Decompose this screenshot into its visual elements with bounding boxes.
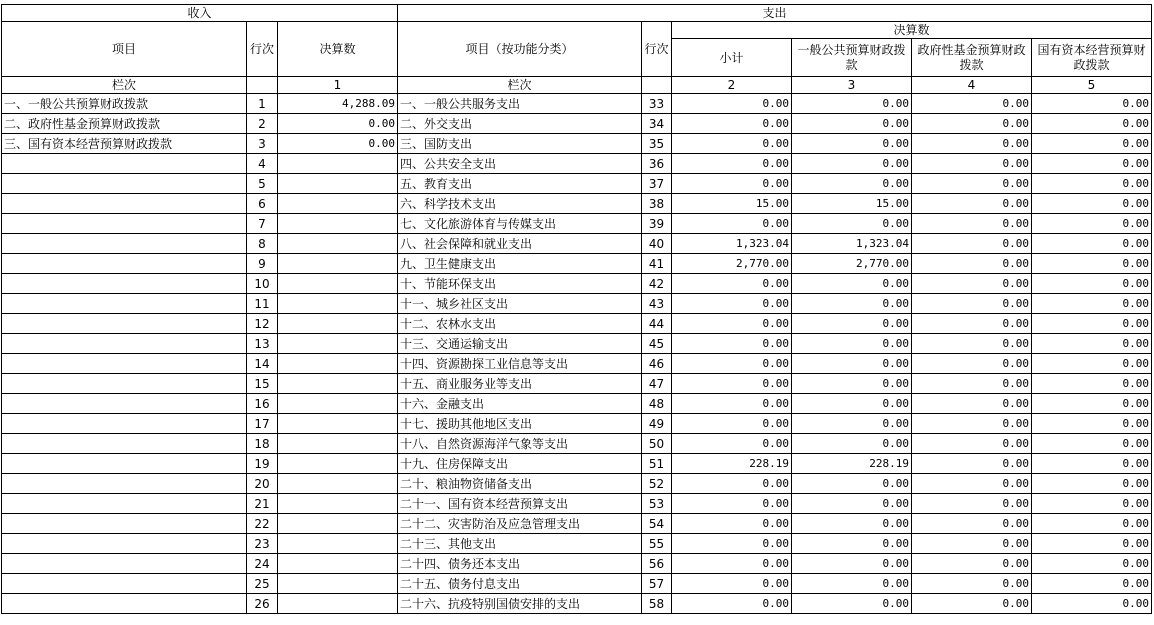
state-capital-cell: 0.00 — [1032, 414, 1152, 434]
table-row — [2, 494, 1152, 514]
state-capital-cell: 0.00 — [1032, 514, 1152, 534]
general-budget-cell: 0.00 — [792, 314, 912, 334]
general-budget-cell: 0.00 — [792, 294, 912, 314]
expense-line-no-cell: 36 — [642, 154, 672, 174]
expense-line-no-cell: 42 — [642, 274, 672, 294]
income-line-no-cell: 6 — [247, 194, 278, 214]
general-budget-cell: 0.00 — [792, 434, 912, 454]
income-item-cell — [2, 494, 247, 514]
fund-budget-cell: 0.00 — [912, 494, 1032, 514]
table-row — [2, 274, 1152, 294]
subtotal-cell: 0.00 — [672, 434, 792, 454]
income-item-cell — [2, 414, 247, 434]
table-row — [2, 114, 1152, 134]
income-amount-cell: 0.00 — [278, 114, 398, 134]
income-amount-cell — [278, 294, 398, 314]
income-item-cell — [2, 194, 247, 214]
subtotal-cell: 0.00 — [672, 294, 792, 314]
general-budget-cell: 2,770.00 — [792, 254, 912, 274]
expense-item-cell: 二十一、国有资本经营预算支出 — [398, 494, 642, 514]
fund-budget-cell: 0.00 — [912, 114, 1032, 134]
income-amount-cell — [278, 454, 398, 474]
income-line-no-cell: 25 — [247, 574, 278, 594]
col-fund-budget-header: 政府性基金预算财政拨款 — [912, 39, 1032, 77]
subtotal-cell: 0.00 — [672, 354, 792, 374]
income-line-no-cell: 4 — [247, 154, 278, 174]
income-item-cell — [2, 454, 247, 474]
general-budget-cell: 0.00 — [792, 574, 912, 594]
fund-budget-cell: 0.00 — [912, 454, 1032, 474]
column-number-row — [2, 77, 1152, 94]
expense-line-no-cell: 37 — [642, 174, 672, 194]
expense-item-cell: 二十二、灾害防治及应急管理支出 — [398, 514, 642, 534]
income-amount-cell — [278, 494, 398, 514]
expense-item-cell: 二、外交支出 — [398, 114, 642, 134]
expense-line-no-cell: 44 — [642, 314, 672, 334]
expense-item-cell: 十二、农林水支出 — [398, 314, 642, 334]
expense-item-cell: 二十六、抗疫特别国债安排的支出 — [398, 594, 642, 614]
income-item-cell — [2, 294, 247, 314]
state-capital-cell: 0.00 — [1032, 374, 1152, 394]
expense-line-no-cell: 47 — [642, 374, 672, 394]
expense-item-cell: 七、文化旅游体育与传媒支出 — [398, 214, 642, 234]
table-row — [2, 574, 1152, 594]
subtotal-cell: 0.00 — [672, 414, 792, 434]
income-item-cell — [2, 554, 247, 574]
subtotal-cell: 0.00 — [672, 474, 792, 494]
header-row-1 — [2, 5, 1152, 22]
subtotal-cell: 0.00 — [672, 494, 792, 514]
subtotal-cell: 0.00 — [672, 554, 792, 574]
col-no-1: 1 — [278, 77, 398, 94]
fund-budget-cell: 0.00 — [912, 314, 1032, 334]
expense-item-cell: 十九、住房保障支出 — [398, 454, 642, 474]
general-budget-cell: 0.00 — [792, 414, 912, 434]
income-item-cell — [2, 174, 247, 194]
table-row — [2, 134, 1152, 154]
expense-item-cell: 三、国防支出 — [398, 134, 642, 154]
general-budget-cell: 228.19 — [792, 454, 912, 474]
general-budget-cell: 0.00 — [792, 534, 912, 554]
expense-line-no-cell: 56 — [642, 554, 672, 574]
state-capital-cell: 0.00 — [1032, 594, 1152, 614]
table-row — [2, 594, 1152, 614]
expense-line-no-cell: 51 — [642, 454, 672, 474]
general-budget-cell: 0.00 — [792, 474, 912, 494]
col-no-label2: 栏次 — [398, 77, 642, 94]
income-item-cell: 三、国有资本经营预算财政拨款 — [2, 134, 247, 154]
general-budget-cell: 0.00 — [792, 394, 912, 414]
fund-budget-cell: 0.00 — [912, 194, 1032, 214]
income-item-cell — [2, 314, 247, 334]
income-amount-cell — [278, 514, 398, 534]
table-row — [2, 294, 1152, 314]
table-row — [2, 374, 1152, 394]
general-budget-cell: 0.00 — [792, 494, 912, 514]
table-row — [2, 334, 1152, 354]
state-capital-cell: 0.00 — [1032, 134, 1152, 154]
income-amount-cell — [278, 334, 398, 354]
subtotal-cell: 0.00 — [672, 214, 792, 234]
expense-line-no-cell: 39 — [642, 214, 672, 234]
income-item-cell — [2, 534, 247, 554]
income-amount-cell — [278, 254, 398, 274]
expense-line-no-cell: 50 — [642, 434, 672, 454]
fund-budget-cell: 0.00 — [912, 514, 1032, 534]
col-no-4: 4 — [912, 77, 1032, 94]
general-budget-cell: 1,323.04 — [792, 234, 912, 254]
expense-item-cell: 六、科学技术支出 — [398, 194, 642, 214]
general-budget-cell: 15.00 — [792, 194, 912, 214]
income-item-cell — [2, 374, 247, 394]
fund-budget-cell: 0.00 — [912, 274, 1032, 294]
budget-summary-table — [1, 4, 1152, 614]
income-amount-cell — [278, 374, 398, 394]
col-no-label: 栏次 — [2, 77, 247, 94]
expense-line-no-cell: 55 — [642, 534, 672, 554]
table-row — [2, 434, 1152, 454]
fund-budget-cell: 0.00 — [912, 234, 1032, 254]
state-capital-cell: 0.00 — [1032, 114, 1152, 134]
state-capital-cell: 0.00 — [1032, 274, 1152, 294]
expense-line-no-cell: 45 — [642, 334, 672, 354]
income-line-no-cell: 24 — [247, 554, 278, 574]
col-item-header: 项目 — [2, 22, 247, 77]
final-accounts-header: 决算数 — [672, 22, 1152, 39]
table-body — [2, 94, 1152, 614]
table-row — [2, 554, 1152, 574]
general-budget-cell: 0.00 — [792, 134, 912, 154]
expense-group-header: 支出 — [398, 5, 1152, 22]
income-amount-cell: 4,288.09 — [278, 94, 398, 114]
table-row — [2, 414, 1152, 434]
table-row — [2, 194, 1152, 214]
income-line-no-cell: 8 — [247, 234, 278, 254]
income-amount-cell — [278, 234, 398, 254]
subtotal-cell: 0.00 — [672, 134, 792, 154]
col-line-no-header: 行次 — [247, 22, 278, 77]
state-capital-cell: 0.00 — [1032, 174, 1152, 194]
fund-budget-cell: 0.00 — [912, 434, 1032, 454]
income-amount-cell — [278, 394, 398, 414]
subtotal-cell: 228.19 — [672, 454, 792, 474]
expense-item-cell: 十一、城乡社区支出 — [398, 294, 642, 314]
table-row — [2, 174, 1152, 194]
state-capital-cell: 0.00 — [1032, 334, 1152, 354]
general-budget-cell: 0.00 — [792, 374, 912, 394]
income-item-cell — [2, 234, 247, 254]
expense-line-no-cell: 35 — [642, 134, 672, 154]
general-budget-cell: 0.00 — [792, 354, 912, 374]
general-budget-cell: 0.00 — [792, 594, 912, 614]
income-amount-cell — [278, 354, 398, 374]
state-capital-cell: 0.00 — [1032, 214, 1152, 234]
income-item-cell — [2, 594, 247, 614]
fund-budget-cell: 0.00 — [912, 414, 1032, 434]
income-amount-cell — [278, 174, 398, 194]
state-capital-cell: 0.00 — [1032, 454, 1152, 474]
income-amount-cell: 0.00 — [278, 134, 398, 154]
subtotal-cell: 0.00 — [672, 594, 792, 614]
subtotal-cell: 0.00 — [672, 114, 792, 134]
income-item-cell — [2, 334, 247, 354]
subtotal-cell: 0.00 — [672, 314, 792, 334]
table-row — [2, 234, 1152, 254]
income-line-no-cell: 14 — [247, 354, 278, 374]
table-row — [2, 94, 1152, 114]
fund-budget-cell: 0.00 — [912, 354, 1032, 374]
income-line-no-cell: 15 — [247, 374, 278, 394]
expense-line-no-cell: 33 — [642, 94, 672, 114]
income-amount-cell — [278, 534, 398, 554]
expense-item-cell: 二十五、债务付息支出 — [398, 574, 642, 594]
income-line-no-cell: 18 — [247, 434, 278, 454]
expense-item-cell: 五、教育支出 — [398, 174, 642, 194]
income-line-no-cell: 20 — [247, 474, 278, 494]
general-budget-cell: 0.00 — [792, 154, 912, 174]
fund-budget-cell: 0.00 — [912, 254, 1032, 274]
subtotal-cell: 0.00 — [672, 274, 792, 294]
table-row — [2, 214, 1152, 234]
expense-item-cell: 八、社会保障和就业支出 — [398, 234, 642, 254]
subtotal-cell: 0.00 — [672, 334, 792, 354]
expense-item-cell: 四、公共安全支出 — [398, 154, 642, 174]
income-amount-cell — [278, 594, 398, 614]
fund-budget-cell: 0.00 — [912, 214, 1032, 234]
expense-line-no-cell: 46 — [642, 354, 672, 374]
expense-item-cell: 二十四、债务还本支出 — [398, 554, 642, 574]
table-row — [2, 514, 1152, 534]
expense-line-no-cell: 41 — [642, 254, 672, 274]
income-item-cell — [2, 214, 247, 234]
subtotal-cell: 0.00 — [672, 174, 792, 194]
fund-budget-cell: 0.00 — [912, 374, 1032, 394]
state-capital-cell: 0.00 — [1032, 394, 1152, 414]
table-row — [2, 314, 1152, 334]
expense-item-cell: 十七、援助其他地区支出 — [398, 414, 642, 434]
expense-line-no-cell: 52 — [642, 474, 672, 494]
table-row — [2, 454, 1152, 474]
income-line-no-cell: 22 — [247, 514, 278, 534]
income-item-cell — [2, 254, 247, 274]
income-item-cell — [2, 154, 247, 174]
income-line-no-cell: 10 — [247, 274, 278, 294]
col-no-2: 2 — [672, 77, 792, 94]
expense-line-no-cell: 54 — [642, 514, 672, 534]
expense-line-no-cell: 48 — [642, 394, 672, 414]
state-capital-cell: 0.00 — [1032, 534, 1152, 554]
state-capital-cell: 0.00 — [1032, 154, 1152, 174]
general-budget-cell: 0.00 — [792, 514, 912, 534]
income-item-cell — [2, 574, 247, 594]
expense-line-no-cell: 43 — [642, 294, 672, 314]
state-capital-cell: 0.00 — [1032, 474, 1152, 494]
income-item-cell: 一、一般公共预算财政拨款 — [2, 94, 247, 114]
col-no-3: 3 — [792, 77, 912, 94]
state-capital-cell: 0.00 — [1032, 354, 1152, 374]
fund-budget-cell: 0.00 — [912, 154, 1032, 174]
income-amount-cell — [278, 314, 398, 334]
col-state-capital-header: 国有资本经营预算财政拨款 — [1032, 39, 1152, 77]
fund-budget-cell: 0.00 — [912, 94, 1032, 114]
subtotal-cell: 15.00 — [672, 194, 792, 214]
income-amount-cell — [278, 474, 398, 494]
state-capital-cell: 0.00 — [1032, 434, 1152, 454]
income-amount-cell — [278, 434, 398, 454]
income-item-cell — [2, 274, 247, 294]
expense-item-cell: 十八、自然资源海洋气象等支出 — [398, 434, 642, 454]
income-line-no-cell: 2 — [247, 114, 278, 134]
col-final-amount-header: 决算数 — [278, 22, 398, 77]
header-row-2 — [2, 22, 1152, 39]
income-line-no-cell: 23 — [247, 534, 278, 554]
col-subtotal-header: 小计 — [672, 39, 792, 77]
col-no-5: 5 — [1032, 77, 1152, 94]
income-amount-cell — [278, 554, 398, 574]
fund-budget-cell: 0.00 — [912, 394, 1032, 414]
expense-item-cell: 二十三、其他支出 — [398, 534, 642, 554]
expense-item-cell: 九、卫生健康支出 — [398, 254, 642, 274]
expense-item-cell: 一、一般公共服务支出 — [398, 94, 642, 114]
expense-line-no-cell: 40 — [642, 234, 672, 254]
income-line-no-cell: 1 — [247, 94, 278, 114]
subtotal-cell: 0.00 — [672, 394, 792, 414]
income-line-no-cell: 17 — [247, 414, 278, 434]
general-budget-cell: 0.00 — [792, 214, 912, 234]
state-capital-cell: 0.00 — [1032, 554, 1152, 574]
expense-line-no-cell: 57 — [642, 574, 672, 594]
income-amount-cell — [278, 194, 398, 214]
fund-budget-cell: 0.00 — [912, 534, 1032, 554]
state-capital-cell: 0.00 — [1032, 314, 1152, 334]
table-row — [2, 534, 1152, 554]
income-item-cell: 二、政府性基金预算财政拨款 — [2, 114, 247, 134]
expense-item-cell: 十三、交通运输支出 — [398, 334, 642, 354]
income-line-no-cell: 7 — [247, 214, 278, 234]
subtotal-cell: 0.00 — [672, 574, 792, 594]
income-line-no-cell: 26 — [247, 594, 278, 614]
state-capital-cell: 0.00 — [1032, 294, 1152, 314]
fund-budget-cell: 0.00 — [912, 474, 1032, 494]
subtotal-cell: 0.00 — [672, 514, 792, 534]
income-item-cell — [2, 394, 247, 414]
subtotal-cell: 0.00 — [672, 534, 792, 554]
table-row — [2, 354, 1152, 374]
col-no-blank — [247, 77, 278, 94]
fund-budget-cell: 0.00 — [912, 294, 1032, 314]
expense-item-cell: 十、节能环保支出 — [398, 274, 642, 294]
state-capital-cell: 0.00 — [1032, 494, 1152, 514]
income-item-cell — [2, 474, 247, 494]
income-item-cell — [2, 514, 247, 534]
expense-line-no-cell: 49 — [642, 414, 672, 434]
expense-line-no-cell: 34 — [642, 114, 672, 134]
income-group-header: 收入 — [2, 5, 398, 22]
income-line-no-cell: 11 — [247, 294, 278, 314]
income-amount-cell — [278, 154, 398, 174]
subtotal-cell: 0.00 — [672, 154, 792, 174]
expense-item-cell: 二十、粮油物资储备支出 — [398, 474, 642, 494]
general-budget-cell: 0.00 — [792, 114, 912, 134]
expense-line-no-cell: 58 — [642, 594, 672, 614]
income-line-no-cell: 21 — [247, 494, 278, 514]
general-budget-cell: 0.00 — [792, 174, 912, 194]
table-row — [2, 154, 1152, 174]
income-amount-cell — [278, 574, 398, 594]
expense-item-cell: 十五、商业服务业等支出 — [398, 374, 642, 394]
expense-item-cell: 十四、资源勘探工业信息等支出 — [398, 354, 642, 374]
income-amount-cell — [278, 214, 398, 234]
col-no-blank2 — [642, 77, 672, 94]
income-line-no-cell: 5 — [247, 174, 278, 194]
fund-budget-cell: 0.00 — [912, 594, 1032, 614]
col-item-by-function-header: 项目（按功能分类） — [398, 22, 642, 77]
table-row — [2, 394, 1152, 414]
expense-item-cell: 十六、金融支出 — [398, 394, 642, 414]
fund-budget-cell: 0.00 — [912, 134, 1032, 154]
income-amount-cell — [278, 274, 398, 294]
subtotal-cell: 1,323.04 — [672, 234, 792, 254]
subtotal-cell: 0.00 — [672, 94, 792, 114]
general-budget-cell: 0.00 — [792, 554, 912, 574]
fund-budget-cell: 0.00 — [912, 334, 1032, 354]
income-line-no-cell: 13 — [247, 334, 278, 354]
subtotal-cell: 0.00 — [672, 374, 792, 394]
fund-budget-cell: 0.00 — [912, 574, 1032, 594]
fund-budget-cell: 0.00 — [912, 554, 1032, 574]
general-budget-cell: 0.00 — [792, 274, 912, 294]
state-capital-cell: 0.00 — [1032, 234, 1152, 254]
income-item-cell — [2, 354, 247, 374]
general-budget-cell: 0.00 — [792, 334, 912, 354]
income-line-no-cell: 3 — [247, 134, 278, 154]
fund-budget-cell: 0.00 — [912, 174, 1032, 194]
expense-line-no-cell: 38 — [642, 194, 672, 214]
income-line-no-cell: 16 — [247, 394, 278, 414]
subtotal-cell: 2,770.00 — [672, 254, 792, 274]
state-capital-cell: 0.00 — [1032, 254, 1152, 274]
general-budget-cell: 0.00 — [792, 94, 912, 114]
income-item-cell — [2, 434, 247, 454]
income-line-no-cell: 12 — [247, 314, 278, 334]
income-amount-cell — [278, 414, 398, 434]
col-line-no2-header: 行次 — [642, 22, 672, 77]
income-line-no-cell: 9 — [247, 254, 278, 274]
state-capital-cell: 0.00 — [1032, 194, 1152, 214]
col-general-budget-header: 一般公共预算财政拨款 — [792, 39, 912, 77]
state-capital-cell: 0.00 — [1032, 574, 1152, 594]
table-row — [2, 254, 1152, 274]
state-capital-cell: 0.00 — [1032, 94, 1152, 114]
income-line-no-cell: 19 — [247, 454, 278, 474]
table-row — [2, 474, 1152, 494]
expense-line-no-cell: 53 — [642, 494, 672, 514]
